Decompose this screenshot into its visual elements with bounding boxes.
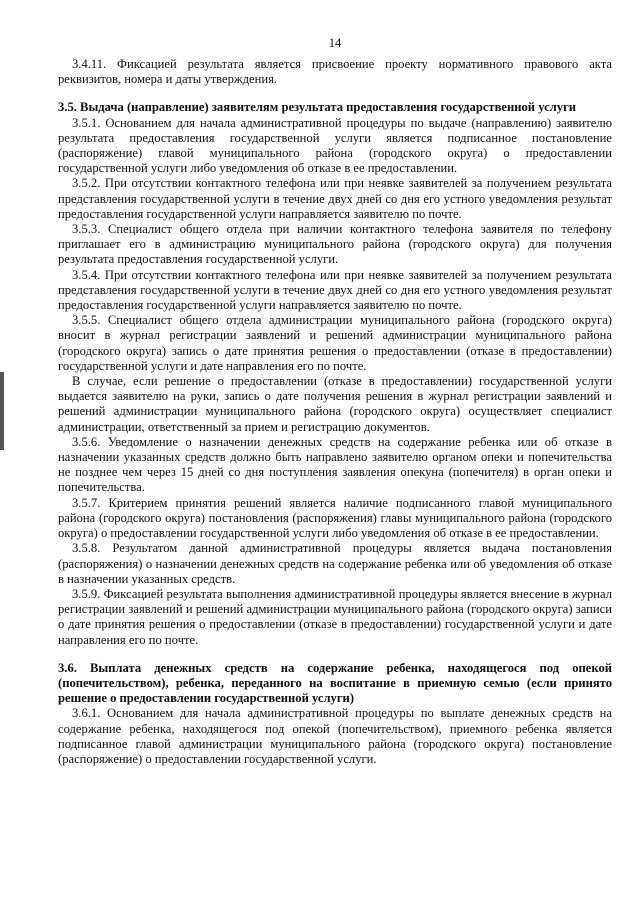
paragraph-3-5-8: 3.5.8. Результатом данной административной процедуры является выдача постановления (распоряжения) о назначении денежных средств на содержание ребенка или об уведомления об отказе в назначении указанных средств.	[58, 541, 612, 586]
section-spacer	[58, 648, 612, 661]
paragraph-3-5-9: 3.5.9. Фиксацией результата выполнения административной процедуры является внесение в журнал регистрации заявлений и решений администрации муниципального района (городского округа) записи о дате принятия решения о предоставлении (отказе в предоставлении) государственной услуги и дате направления его по почте.	[58, 586, 612, 647]
paragraph-3-5-3: 3.5.3. Специалист общего отдела при наличии контактного телефона заявителя по телефону приглашает его в администрацию муниципального района (городского округа) для получения результата предоставления государственной услуги.	[58, 222, 612, 267]
section-heading-3-5: 3.5. Выдача (направление) заявителям результата предоставления государственной услуги	[58, 100, 577, 115]
paragraph-3-5-2: 3.5.2. При отсутствии контактного телефона или при неявке заявителей за получением результата представления государственной услуги в течение двух дней со дня его устного уведомления результат предоставления государственной услуги направляется заявителю по почте.	[58, 176, 612, 221]
paragraph-3-5-4: 3.5.4. При отсутствии контактного телефона или при неявке заявителей за получением результата представления государственной услуги в течение двух дней со дня его устного уведомления результат предоставления государственной услуги направляется заявителю по почте.	[58, 267, 612, 313]
paragraph-case: В случае, если решение о предоставлении (отказе в предоставлении) государственной услуги выдается заявителю на руки, запись о дате получения решения в журнал регистрации заявлений и решений администрации муниципального района (городского округа) осуществляет специалист администрации, ответственный за прием и регистрацию документов.	[58, 374, 612, 434]
scan-edge-mark	[0, 372, 4, 450]
page-number: 14	[328, 36, 342, 50]
paragraph-3-6-1: 3.6.1. Основанием для начала административной процедуры по выплате денежных средств на содержание ребенка, находящегося под опекой (попечительством), приемного ребенка является подписанное главой администрации муниципального района (городского округа) постановление (распоряжение) о предоставлении государственной услуги.	[58, 706, 612, 766]
paragraph-3-4-11: 3.4.11. Фиксацией результата является присвоение проекту нормативного правового акта реквизитов, номера и даты утверждения.	[58, 57, 612, 87]
paragraph-3-5-5: 3.5.5. Специалист общего отдела администрации муниципального района (городского округа) вносит в журнал регистрации заявлений и решений администрации муниципального района (городского округа) запись о дате принятия решения о предоставлении (отказе в предоставлении) государственной услуги и дате направления его по почте.	[58, 313, 612, 373]
paragraph-3-5-7: 3.5.7. Критерием принятия решений является наличие подписанного главой муниципального района (городского округа) постановления (распоряжения) главы муниципального района (городского округа) о предоставлении государственной услуги либо уведомления об отказе в ее предоставлении.	[58, 495, 612, 541]
document-page	[58, 36, 612, 767]
section-spacer	[58, 87, 612, 100]
paragraph-3-5-6: 3.5.6. Уведомление о назначении денежных средств на содержание ребенка или об отказе в назначении указанных средств должно быть направлено заявителю органом опеки и попечительства не позднее чем через 15 дней со дня поступления заявления опекуна (попечителя) в орган опеки и попечительства.	[58, 434, 612, 495]
section-heading-3-6: 3.6. Выплата денежных средств на содержание ребенка, находящегося под опекой (попечительством), ребенка, переданного на воспитание в приемную семью (если принято решение о предоставлении государственной услуги)	[58, 660, 612, 706]
paragraph-3-5-1: 3.5.1. Основанием для начала административной процедуры по выдаче (направлению) заявителю результата предоставления государственной услуги является подписанное постановление (распоряжение) главой муниципального района (городского округа) о предоставлении государственной услуги либо уведомления об отказе в ее предоставлении.	[58, 115, 612, 176]
